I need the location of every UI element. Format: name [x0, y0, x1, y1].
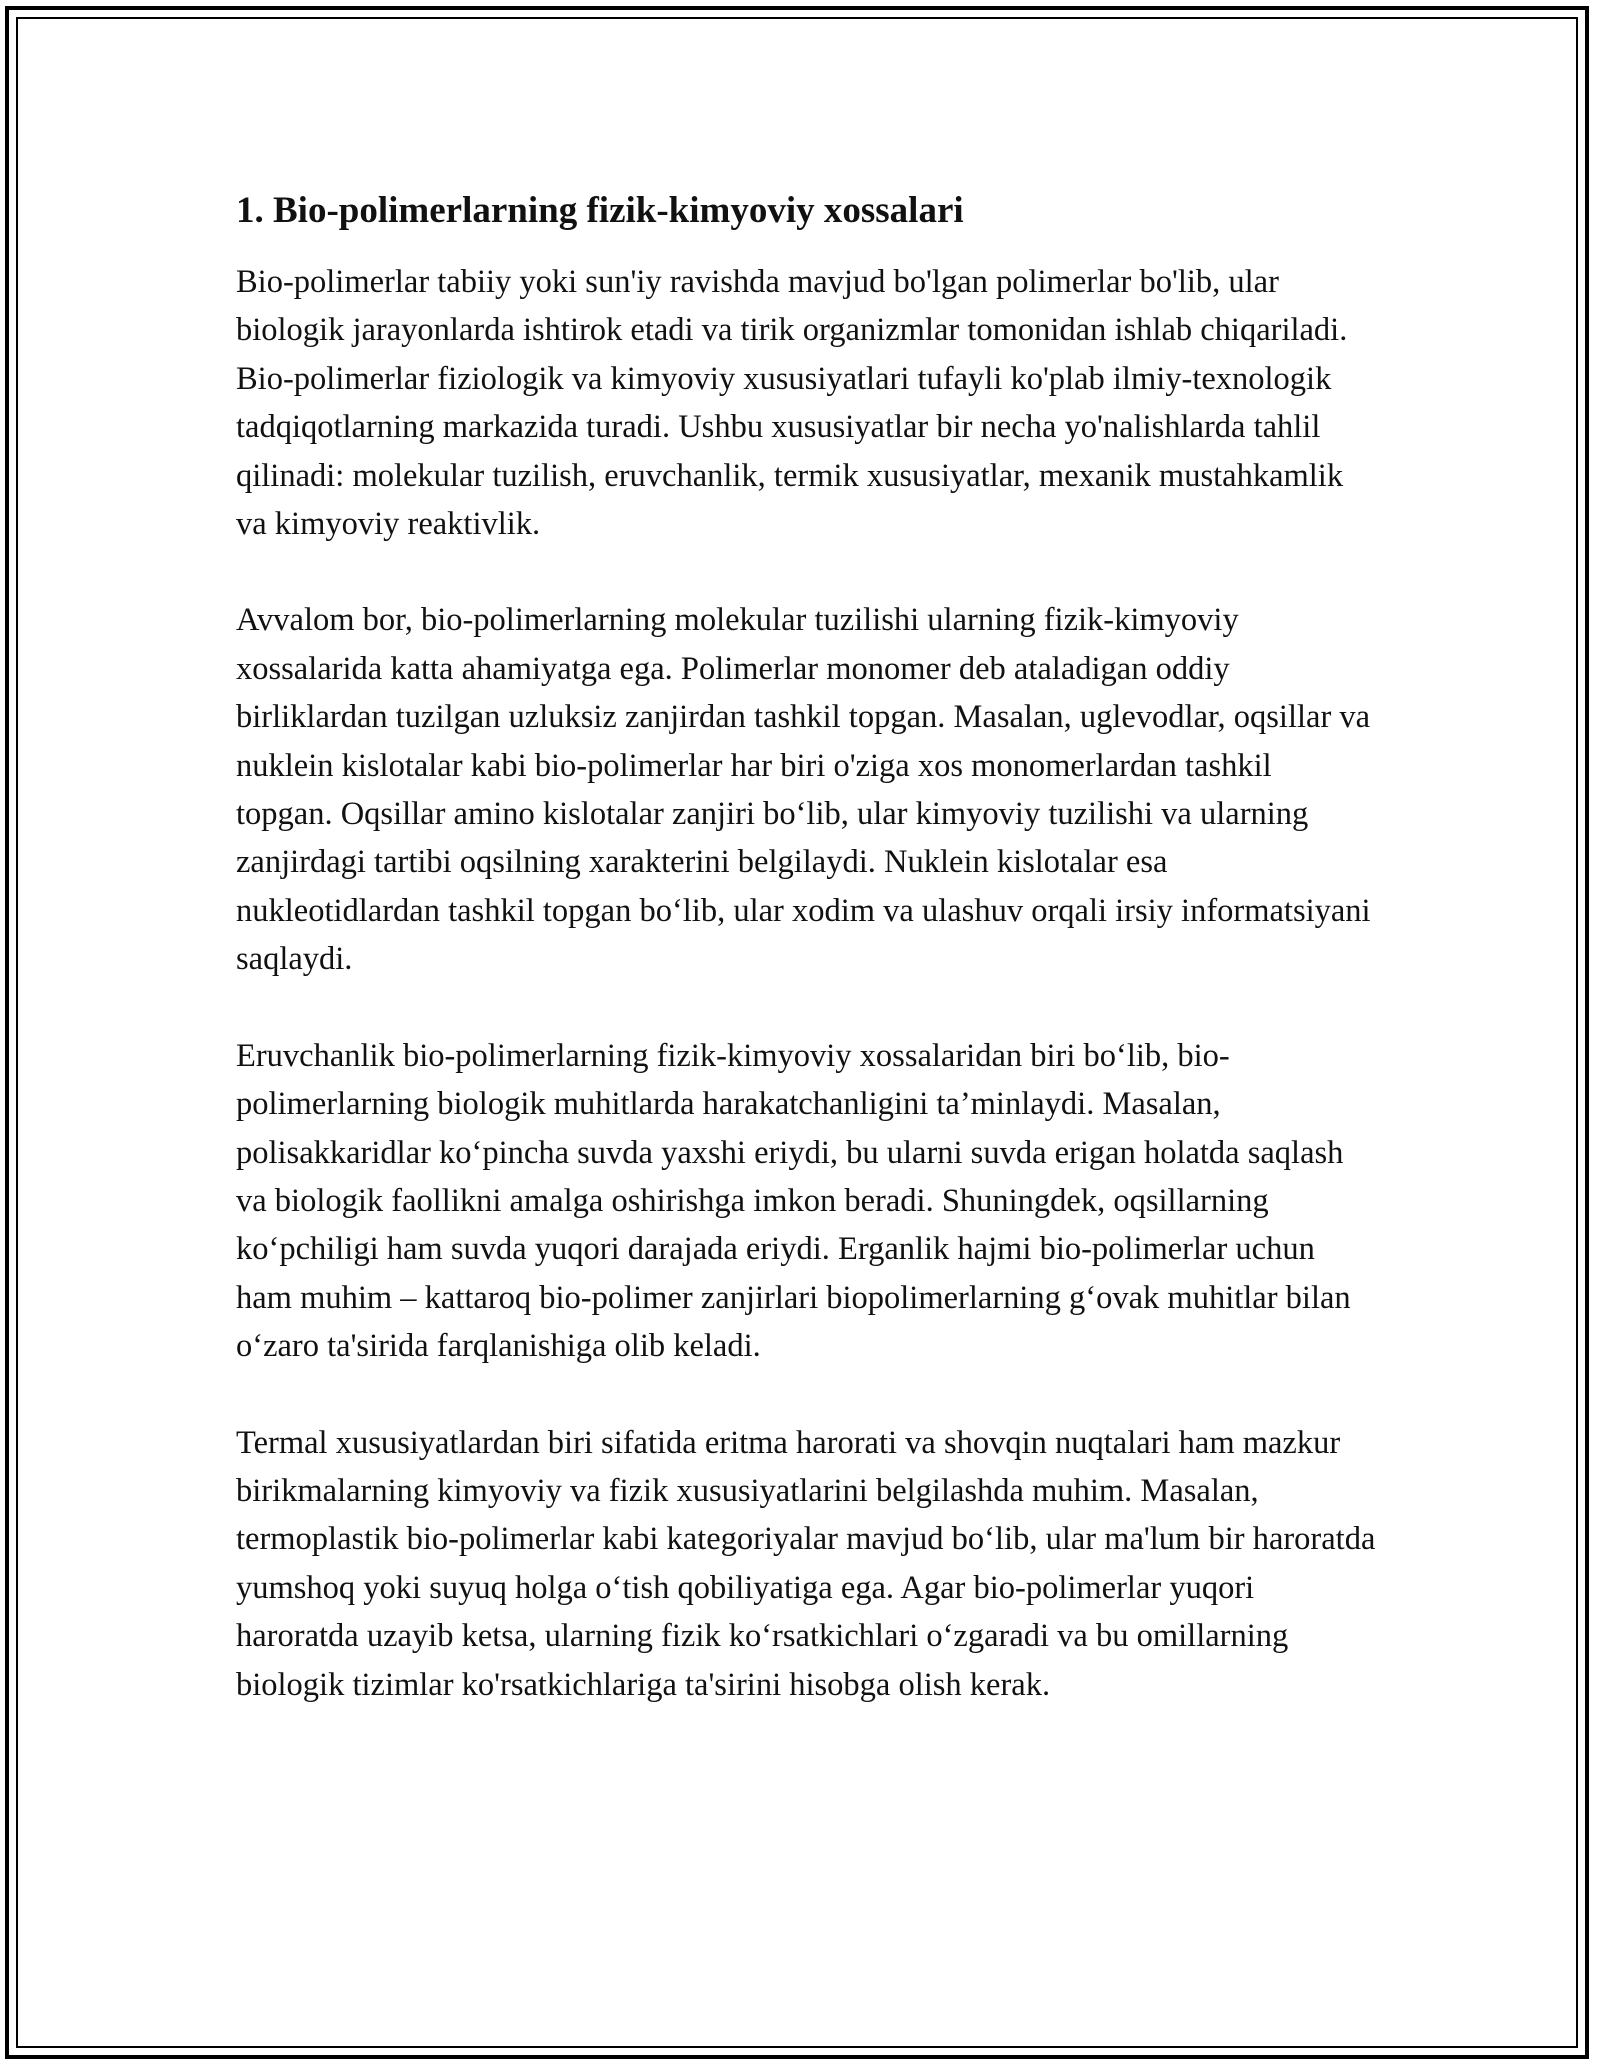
section-heading: 1. Bio-polimerlarning fizik-kimyoviy xossalari: [236, 190, 964, 231]
paragraph-solubility: Eruvchanlik bio-polimerlarning fizik-kimyoviy xossalaridan biri bo‘lib, bio-polimerlarning biologik muhitlarda harakatchanligini ta’minlaydi. Masalan, polisakkaridlar ko‘pincha suvda yaxshi eriydi, bu ularni suvda erigan holatda saqlash va biologik faollikni amalga oshirishga imkon beradi. Shuningdek, oqsillarning ko‘pchiligi ham suvda yuqori darajada eriydi. Erganlik hajmi bio-polimerlar uchun ham muhim – kattaroq bio-polimer zanjirlari biopolimerlarning g‘ovak muhitlar bilan o‘zaro ta'sirida farqlanishiga olib keladi.: [236, 1037, 1351, 1365]
paragraph-molecular-structure: Avvalom bor, bio-polimerlarning molekular tuzilishi ularning fizik-kimyoviy xossalarida katta ahamiyatga ega. Polimerlar monomer deb ataladigan oddiy birliklardan tuzilgan uzluksiz zanjirdan tashkil topgan. Masalan, uglevodlar, oqsillar va nuklein kislotalar kabi bio-polimerlar har biri o'ziga xos monomerlardan tashkil topgan. Oqsillar amino kislotalar zanjiri bo‘lib, ular kimyoviy tuzilishi va ularning zanjirdagi tartibi oqsilning xarakterini belgilaydi. Nuklein kislotalar esa nukleotidlardan tashkil topgan bo‘lib, ular xodim va ulashuv orqali irsiy informatsiyani saqlaydi.: [236, 602, 1371, 978]
document-body: [236, 188, 1376, 1757]
paragraph-thermal-properties: Termal xususiyatlardan biri sifatida eritma harorati va shovqin nuqtalari ham mazkur birikmalarning kimyoviy va fizik xususiyatlarini belgilashda muhim. Masalan, termoplastik bio-polimerlar kabi kategoriyalar mavjud bo‘lib, ular ma'lum bir haroratda yumshoq yoki suyuq holga o‘tish qobiliyatiga ega. Agar bio-polimerlar yuqori haroratda uzayib ketsa, ularning fizik ko‘rsatkichlari o‘zgaradi va bu omillarning biologik tizimlar ko'rsatkichlariga ta'sirini hisobga olish kerak.: [236, 1424, 1376, 1703]
paragraph-intro: Bio-polimerlar tabiiy yoki sun'iy ravishda mavjud bo'lgan polimerlar bo'lib, ular biologik jarayonlarda ishtirok etadi va tirik organizmlar tomonidan ishlab chiqariladi. Bio-polimerlar fiziologik va kimyoviy xususiyatlari tufayli ko'plab ilmiy-texnologik tadqiqotlarning markazida turadi. Ushbu xususiyatlar bir necha yo'nalishlarda tahlil qilinadi: molekular tuzilish, eruvchanlik, termik xususiyatlar, mexanik mustahkamlik va kimyoviy reaktivlik.: [236, 264, 1348, 543]
